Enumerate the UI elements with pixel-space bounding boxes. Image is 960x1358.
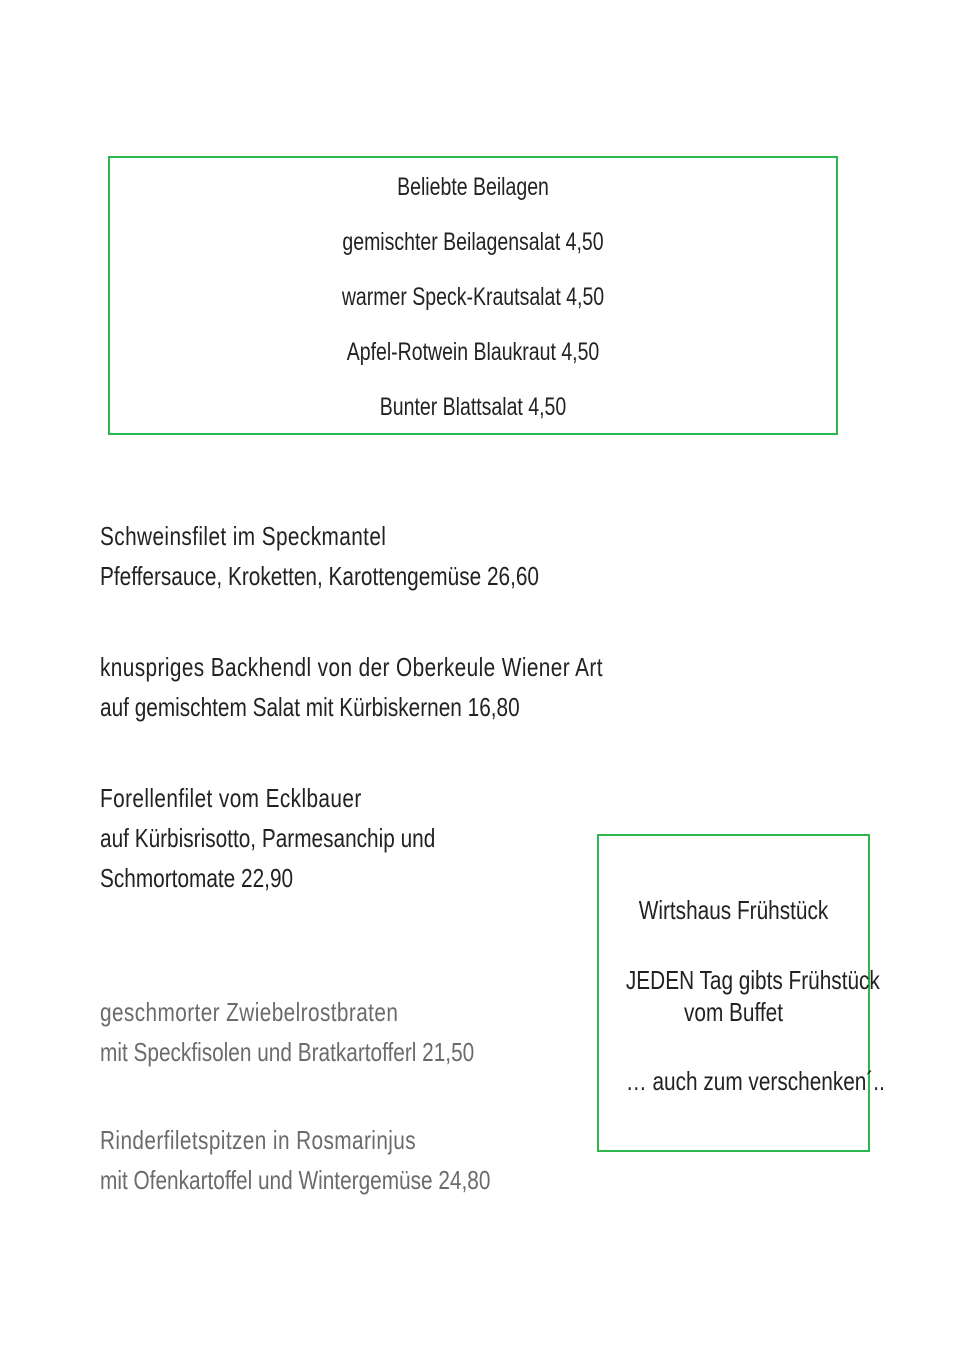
dish-description: Schmortomate 22,90 — [100, 863, 294, 893]
sides-box — [108, 156, 838, 435]
dish-title: geschmorter Zwiebelrostbraten — [100, 997, 399, 1027]
sides-title: Beliebte Beilagen — [397, 173, 549, 201]
dish-description: mit Speckfisolen und Bratkartofferl 21,50 — [100, 1037, 475, 1067]
dish-description: auf Kürbisrisotto, Parmesanchip und — [100, 823, 436, 853]
dish-description: Pfeffersauce, Kroketten, Karottengemüse 26,60 — [100, 561, 540, 591]
breakfast-note: … auch zum verschenken´.. — [625, 1066, 885, 1096]
sides-item: Apfel-Rotwein Blaukraut 4,50 — [346, 338, 600, 366]
breakfast-box — [597, 834, 885, 1152]
dish-title: Schweinsfilet im Speckmantel — [100, 521, 387, 551]
dish-backhendl — [100, 647, 603, 727]
dish-title: knuspriges Backhendl von der Oberkeule Wiener Art — [100, 652, 603, 682]
dish-schweinsfilet — [100, 516, 539, 596]
dish-title: Rinderfiletspitzen in Rosmarinjus — [100, 1125, 417, 1155]
dish-rinderfiletspitzen — [100, 1120, 490, 1200]
breakfast-title: Wirtshaus Frühstück — [638, 895, 829, 925]
dish-title: Forellenfilet vom Ecklbauer — [100, 783, 362, 813]
sides-item: warmer Speck-Krautsalat 4,50 — [341, 283, 605, 311]
dish-description: mit Ofenkartoffel und Wintergemüse 24,80 — [100, 1165, 491, 1195]
dish-zwiebelrostbraten — [100, 992, 474, 1072]
dish-forellenfilet — [100, 778, 435, 898]
dish-description: auf gemischtem Salat mit Kürbiskernen 16,80 — [100, 692, 520, 722]
breakfast-text: vom Buffet — [683, 997, 784, 1027]
sides-item: gemischter Beilagensalat 4,50 — [342, 228, 604, 256]
sides-item: Bunter Blattsalat 4,50 — [379, 393, 567, 421]
breakfast-text: JEDEN Tag gibts Frühstück — [625, 965, 880, 995]
